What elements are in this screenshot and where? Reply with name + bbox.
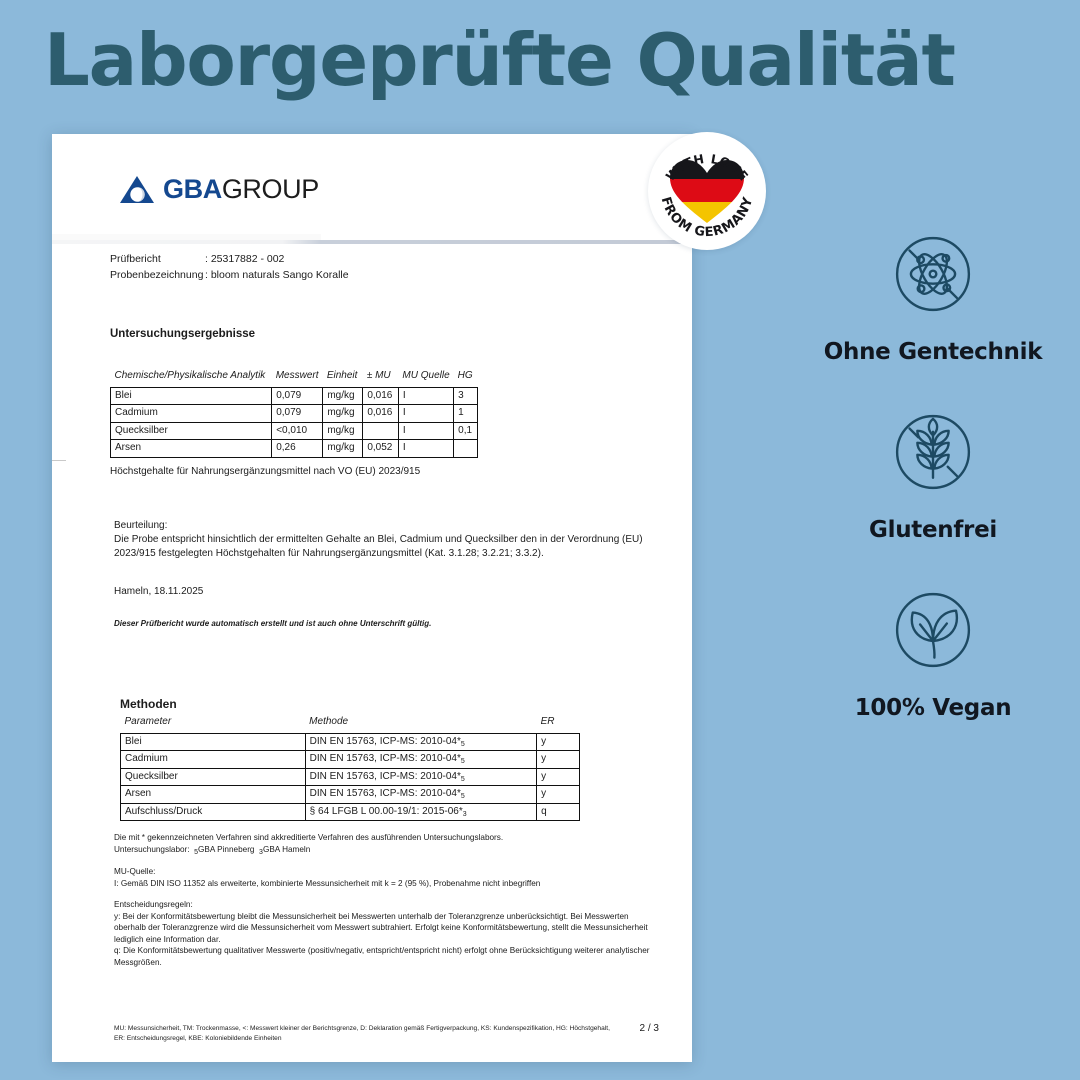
cell-method — [305, 751, 536, 769]
accreditation-line-2 — [114, 844, 659, 857]
cell-hg: 1 — [454, 405, 478, 423]
margin-tick-mark — [52, 460, 66, 461]
method-text: DIN EN 15763, ICP-MS: 2010-04* — [309, 788, 461, 799]
methods-col-methode: Methode — [309, 716, 349, 727]
cell-hg: 3 — [454, 387, 478, 405]
cell-mu: 0,016 — [363, 405, 399, 423]
cell-er: y — [537, 751, 580, 769]
decision-rule-y: y: Bei der Konformitätsbewertung bleibt die Messunsicherheit bei Messwerten unterhalb der Toleranzgrenze unberücksichtigt. Bei Messwerten oberhalb der Toleranzgrenze wird die Messunsicherheit vom Messwert subtrahiert. Erfolgt keine Konformitätsbewertung, stellt die Messunsicherheit lediglich eine Information dar. — [114, 911, 648, 944]
cell-analyte: Cadmium — [111, 405, 272, 423]
table-row — [111, 387, 478, 405]
lab-prefix: Untersuchungslabor: — [114, 844, 190, 854]
lab2-ref: 3 — [259, 848, 263, 856]
cell-er: q — [537, 803, 580, 821]
method-text: DIN EN 15763, ICP-MS: 2010-04* — [309, 753, 461, 764]
table-row — [111, 422, 478, 440]
method-text: DIN EN 15763, ICP-MS: 2010-04* — [309, 735, 461, 747]
footer-legend-line-1: MU: Messunsicherheit, TM: Trockenmasse, <: Messwert kleiner der Berichtsgrenze, D: Deklaration gemäß Fertigverpackung, KS: Kundenspezifikation, HG: Höchstgehalt, — [114, 1025, 610, 1032]
method-text: § 64 LFGB L 00.00-19/1: 2015-06* — [309, 805, 463, 817]
meta-row-probenbezeichnung — [110, 267, 349, 283]
results-table-note: Höchstgehalte für Nahrungsergänzungsmittel nach VO (EU) 2023/915 — [110, 466, 421, 477]
cell-hg: 0,1 — [454, 422, 478, 440]
assessment-text: Die Probe entspricht hinsichtlich der ermittelten Gehalte an Blei, Cadmium und Quecksilber den in der Verordnung (EU) 2023/915 festgelegten Höchstgehalten für Nahrungsergänzungsmittel (Kat. 3.1.28; 3.2.21; 3.3.2). — [114, 534, 643, 559]
accreditation-line-1: Die mit * gekennzeichneten Verfahren sind akkreditierte Verfahren des ausführenden Untersuchungslabors. — [114, 833, 504, 842]
method-footnote-ref: 5 — [460, 758, 465, 765]
mu-source-label: MU-Quelle: — [114, 867, 156, 876]
page-title: Laborgeprüfte Qualität — [44, 18, 955, 102]
results-col-hg: HG — [457, 370, 473, 381]
cell-er: y — [537, 786, 580, 804]
decision-rule-q: q: Die Konformitätsbewertung qualitativer Messwerte (positiv/negativ, entspricht/entspricht nicht) erfolgt ohne Berücksichtigung weiterer analytischer Messgrößen. — [114, 946, 650, 967]
feature-badges-list — [786, 228, 1080, 721]
meta-label-probenbezeichnung: Probenbezeichnung — [110, 269, 204, 281]
results-col-einheit: Einheit — [326, 370, 358, 381]
cell-analyte: Quecksilber — [111, 422, 272, 440]
cell-mu-source: I — [398, 440, 453, 458]
method-footnote-ref: 5 — [460, 793, 465, 800]
table-row — [111, 405, 478, 423]
lab-report-document — [52, 134, 692, 1062]
footer-legend — [114, 1024, 610, 1044]
cell-er: y — [537, 733, 580, 751]
logo-group-text: GROUP — [221, 174, 319, 204]
method-footnote-ref: 5 — [460, 775, 465, 783]
mu-source-text: I: Gemäß DIN ISO 11352 als erweiterte, kombinierte Messunsicherheit mit k = 2 (95 %), Probenahme nicht inbegriffen — [114, 878, 541, 888]
cell-value: 0,079 — [272, 405, 323, 423]
gba-group-logo — [120, 176, 319, 203]
cell-analyte: Arsen — [111, 440, 272, 458]
feature-label: Ohne Gentechnik — [823, 339, 1043, 365]
cell-method — [305, 768, 536, 786]
document-footer — [114, 1024, 659, 1044]
decision-rules-note — [114, 899, 659, 968]
results-col-mu: ± MU — [366, 370, 391, 381]
results-col-mu-quelle: MU Quelle — [402, 370, 450, 381]
results-table — [110, 368, 478, 458]
feature-label: Glutenfrei — [869, 517, 997, 543]
meta-label-pruefbericht: Prüfbericht — [110, 253, 161, 265]
cell-hg — [454, 440, 478, 458]
cell-parameter: Blei — [121, 733, 306, 751]
assessment-block — [114, 519, 674, 561]
cell-unit: mg/kg — [323, 405, 363, 423]
cell-value: 0,079 — [272, 387, 323, 405]
table-row — [121, 751, 580, 769]
footnotes-block — [114, 832, 659, 968]
lab1-name: GBA Pinneberg — [198, 844, 255, 854]
table-row — [121, 733, 580, 751]
gba-group-wordmark — [163, 176, 319, 203]
mu-source-note — [114, 866, 659, 889]
cell-method — [305, 733, 536, 751]
document-page — [52, 134, 692, 1062]
results-col-analytik: Chemische/Physikalische Analytik — [114, 370, 266, 381]
no-gmo-atom-icon — [887, 228, 979, 320]
cell-mu: 0,052 — [363, 440, 399, 458]
feature-ohne-gentechnik — [824, 228, 1042, 365]
cell-value: 0,26 — [272, 440, 323, 458]
cell-parameter: Aufschluss/Druck — [121, 803, 306, 821]
methods-section-title: Methoden — [120, 697, 177, 711]
vegan-leaves-icon — [887, 584, 979, 676]
cell-unit: mg/kg — [323, 387, 363, 405]
cell-unit: mg/kg — [323, 440, 363, 458]
cell-parameter: Cadmium — [121, 751, 306, 769]
methods-col-parameter: Parameter — [124, 716, 172, 727]
place-and-date: Hameln, 18.11.2025 — [114, 586, 204, 597]
cell-method — [305, 803, 536, 821]
cell-mu-source: I — [398, 405, 453, 423]
auto-generated-note: Dieser Prüfbericht wurde automatisch erstellt und ist auch ohne Unterschrift gültig. — [114, 619, 432, 628]
methods-col-er: ER — [540, 716, 555, 727]
meta-row-pruefbericht — [110, 251, 349, 267]
table-row — [121, 803, 580, 821]
table-row — [111, 440, 478, 458]
cell-mu-source: I — [398, 422, 453, 440]
methods-header-row — [121, 714, 580, 733]
cell-parameter: Quecksilber — [121, 768, 306, 786]
cell-er: y — [537, 768, 580, 786]
page-number: 2 / 3 — [639, 1023, 659, 1034]
footer-legend-line-2: ER: Entscheidungsregel, KBE: Koloniebildende Einheiten — [114, 1035, 282, 1042]
feature-glutenfrei — [869, 406, 997, 543]
cell-unit: mg/kg — [323, 422, 363, 440]
results-section-title: Untersuchungsergebnisse — [110, 328, 256, 340]
feature-label: 100% Vegan — [854, 695, 1012, 721]
badge-top-text: WITH LOVE — [662, 150, 752, 184]
meta-value-pruefbericht: : 25317882 - 002 — [205, 253, 285, 265]
report-meta — [110, 251, 349, 283]
cell-mu — [363, 422, 399, 440]
assessment-label: Beurteilung: — [114, 520, 168, 531]
meta-value-probenbezeichnung: : bloom naturals Sango Koralle — [205, 269, 349, 281]
method-footnote-ref: 5 — [460, 740, 465, 748]
badge-bottom-text: FROM GERMANY — [657, 195, 757, 241]
lab1-ref: 5 — [194, 848, 199, 856]
gluten-free-wheat-icon — [887, 406, 979, 498]
gba-triangle-icon — [120, 176, 154, 203]
method-footnote-ref: 3 — [462, 810, 467, 818]
methods-table — [120, 714, 580, 821]
method-text: DIN EN 15763, ICP-MS: 2010-04* — [309, 770, 461, 782]
accreditation-note — [114, 832, 659, 856]
cell-mu: 0,016 — [363, 387, 399, 405]
cell-analyte: Blei — [111, 387, 272, 405]
cell-parameter: Arsen — [121, 786, 306, 804]
decision-rules-label: Entscheidungsregeln: — [114, 900, 193, 909]
results-header-row — [111, 368, 478, 387]
feature-vegan — [855, 584, 1012, 721]
cell-mu-source: I — [398, 387, 453, 405]
table-row — [121, 768, 580, 786]
results-col-messwert: Messwert — [275, 370, 319, 381]
cell-value: <0,010 — [272, 422, 323, 440]
with-love-from-germany-badge — [648, 132, 766, 250]
table-row — [121, 786, 580, 804]
header-divider — [52, 240, 692, 244]
cell-method — [305, 786, 536, 804]
badge-graphic — [648, 132, 766, 250]
lab2-name: GBA Hameln — [262, 844, 311, 854]
logo-gba-text: GBA — [163, 174, 222, 204]
